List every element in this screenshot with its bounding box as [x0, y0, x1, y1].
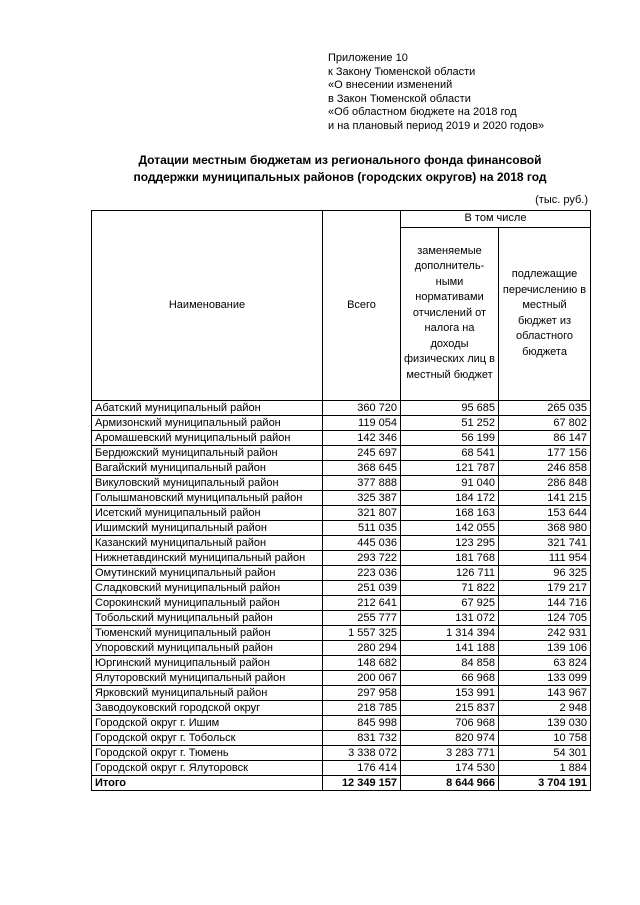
row-name-cell: Городской округ г. Ялуторовск: [92, 760, 323, 775]
title-line: Дотации местным бюджетам из регионального фонда финансовой: [138, 153, 542, 167]
row-col-b-cell: 96 325: [499, 565, 591, 580]
row-col-b-cell: 321 741: [499, 535, 591, 550]
total-name-cell: Итого: [92, 775, 323, 790]
header-group: В том числе: [401, 211, 591, 228]
row-col-a-cell: 67 925: [401, 595, 499, 610]
row-name-cell: Тобольский муниципальный район: [92, 610, 323, 625]
row-total-cell: 1 557 325: [323, 625, 401, 640]
row-col-a-cell: 71 822: [401, 580, 499, 595]
row-col-a-cell: 66 968: [401, 670, 499, 685]
row-col-b-cell: 144 716: [499, 595, 591, 610]
row-total-cell: 368 645: [323, 460, 401, 475]
row-name-cell: Нижнетавдинский муниципальный район: [92, 550, 323, 565]
row-col-b-cell: 133 099: [499, 670, 591, 685]
row-total-cell: 119 054: [323, 415, 401, 430]
row-name-cell: Голышмановский муниципальный район: [92, 490, 323, 505]
row-col-b-cell: 246 858: [499, 460, 591, 475]
table-total-row: [92, 775, 591, 790]
table-row: [92, 610, 591, 625]
row-col-b-cell: 141 215: [499, 490, 591, 505]
table-row: [92, 445, 591, 460]
row-total-cell: 218 785: [323, 700, 401, 715]
row-total-cell: 293 722: [323, 550, 401, 565]
row-name-cell: Бердюжский муниципальный район: [92, 445, 323, 460]
row-col-b-cell: 242 931: [499, 625, 591, 640]
table-row: [92, 400, 591, 415]
row-col-b-cell: 67 802: [499, 415, 591, 430]
row-total-cell: 321 807: [323, 505, 401, 520]
row-col-a-cell: 1 314 394: [401, 625, 499, 640]
row-name-cell: Тюменский муниципальный район: [92, 625, 323, 640]
total-col-a-cell: 8 644 966: [401, 775, 499, 790]
row-name-cell: Упоровский муниципальный район: [92, 640, 323, 655]
row-col-b-cell: 139 106: [499, 640, 591, 655]
header-line: к Закону Тюменской области: [328, 65, 476, 78]
row-total-cell: 445 036: [323, 535, 401, 550]
row-col-b-cell: 177 156: [499, 445, 591, 460]
table-row: [92, 595, 591, 610]
total-total-cell: 12 349 157: [323, 775, 401, 790]
table-row: [92, 670, 591, 685]
row-name-cell: Городской округ г. Тобольск: [92, 730, 323, 745]
row-col-a-cell: 95 685: [401, 400, 499, 415]
row-col-b-cell: 2 948: [499, 700, 591, 715]
row-name-cell: Викуловский муниципальный район: [92, 475, 323, 490]
table-row: [92, 760, 591, 775]
row-total-cell: 377 888: [323, 475, 401, 490]
row-name-cell: Сладковский муниципальный район: [92, 580, 323, 595]
row-total-cell: 280 294: [323, 640, 401, 655]
header-line: в Закон Тюменской области: [328, 92, 471, 105]
row-col-a-cell: 68 541: [401, 445, 499, 460]
row-name-cell: Вагайский муниципальный район: [92, 460, 323, 475]
row-col-a-cell: 121 787: [401, 460, 499, 475]
row-col-a-cell: 153 991: [401, 685, 499, 700]
row-col-a-cell: 56 199: [401, 430, 499, 445]
row-col-a-cell: 91 040: [401, 475, 499, 490]
row-col-a-cell: 123 295: [401, 535, 499, 550]
row-col-b-cell: 10 758: [499, 730, 591, 745]
row-name-cell: Казанский муниципальный район: [92, 535, 323, 550]
row-total-cell: 200 067: [323, 670, 401, 685]
header-name: Наименование: [92, 211, 323, 401]
table-body: [92, 400, 591, 790]
row-name-cell: Исетский муниципальный район: [92, 505, 323, 520]
row-name-cell: Абатский муниципальный район: [92, 400, 323, 415]
table-row: [92, 655, 591, 670]
units-label: (тыс. руб.): [535, 194, 588, 206]
row-col-b-cell: 139 030: [499, 715, 591, 730]
row-col-a-cell: 706 968: [401, 715, 499, 730]
row-col-b-cell: 86 147: [499, 430, 591, 445]
row-col-a-cell: 51 252: [401, 415, 499, 430]
table-row: [92, 700, 591, 715]
row-total-cell: 176 414: [323, 760, 401, 775]
row-total-cell: 223 036: [323, 565, 401, 580]
row-col-b-cell: 124 705: [499, 610, 591, 625]
table-row: [92, 640, 591, 655]
row-name-cell: Армизонский муниципальный район: [92, 415, 323, 430]
row-total-cell: 142 346: [323, 430, 401, 445]
row-total-cell: 251 039: [323, 580, 401, 595]
row-total-cell: 360 720: [323, 400, 401, 415]
row-col-b-cell: 368 980: [499, 520, 591, 535]
row-name-cell: Ялуторовский муниципальный район: [92, 670, 323, 685]
row-col-a-cell: 168 163: [401, 505, 499, 520]
header-line: Приложение 10: [328, 52, 408, 64]
table-row: [92, 475, 591, 490]
row-total-cell: 845 998: [323, 715, 401, 730]
row-col-b-cell: 111 954: [499, 550, 591, 565]
row-name-cell: Юргинский муниципальный район: [92, 655, 323, 670]
table-row: [92, 460, 591, 475]
header-line: «Об областном бюджете на 2018 год: [328, 106, 517, 118]
subsidies-table: [91, 210, 591, 791]
row-col-a-cell: 3 283 771: [401, 745, 499, 760]
row-col-a-cell: 215 837: [401, 700, 499, 715]
row-col-a-cell: 84 858: [401, 655, 499, 670]
table-row: [92, 580, 591, 595]
title-line: поддержки муниципальных районов (городских округов) на 2018 год: [133, 170, 547, 184]
table-header: [92, 211, 591, 401]
total-col-b-cell: 3 704 191: [499, 775, 591, 790]
row-col-a-cell: 181 768: [401, 550, 499, 565]
header-col-a: заменяемые дополнитель-ными нормативами отчислений от налога на доходы физических лиц в местный бюджет: [401, 227, 499, 400]
table-row: [92, 520, 591, 535]
row-col-a-cell: 174 530: [401, 760, 499, 775]
row-col-a-cell: 820 974: [401, 730, 499, 745]
header-line: и на плановый период 2019 и 2020 годов»: [328, 119, 545, 132]
row-col-b-cell: 179 217: [499, 580, 591, 595]
document-title: [90, 152, 590, 186]
row-name-cell: Ярковский муниципальный район: [92, 685, 323, 700]
row-col-b-cell: 143 967: [499, 685, 591, 700]
row-total-cell: 831 732: [323, 730, 401, 745]
row-col-b-cell: 63 824: [499, 655, 591, 670]
row-name-cell: Городской округ г. Ишим: [92, 715, 323, 730]
header-total: Всего: [323, 211, 401, 401]
table-row: [92, 550, 591, 565]
row-col-a-cell: 126 711: [401, 565, 499, 580]
row-total-cell: 255 777: [323, 610, 401, 625]
appendix-header: [328, 52, 544, 133]
row-name-cell: Омутинский муниципальный район: [92, 565, 323, 580]
row-name-cell: Заводоуковский городской округ: [92, 700, 323, 715]
row-name-cell: Ишимский муниципальный район: [92, 520, 323, 535]
row-col-a-cell: 142 055: [401, 520, 499, 535]
row-total-cell: 148 682: [323, 655, 401, 670]
table-row: [92, 565, 591, 580]
row-col-b-cell: 265 035: [499, 400, 591, 415]
row-total-cell: 511 035: [323, 520, 401, 535]
row-col-b-cell: 1 884: [499, 760, 591, 775]
row-total-cell: 212 641: [323, 595, 401, 610]
table-row: [92, 505, 591, 520]
row-col-a-cell: 131 072: [401, 610, 499, 625]
row-name-cell: Аромашевский муниципальный район: [92, 430, 323, 445]
row-total-cell: 325 387: [323, 490, 401, 505]
row-col-b-cell: 54 301: [499, 745, 591, 760]
table-row: [92, 430, 591, 445]
header-line: «О внесении изменений: [328, 79, 453, 91]
table-row: [92, 490, 591, 505]
table-row: [92, 730, 591, 745]
row-total-cell: 3 338 072: [323, 745, 401, 760]
table-row: [92, 685, 591, 700]
header-col-b: подлежащие перечислению в местный бюджет из областного бюджета: [499, 227, 591, 400]
row-total-cell: 297 958: [323, 685, 401, 700]
table-row: [92, 715, 591, 730]
table-row: [92, 535, 591, 550]
row-name-cell: Сорокинский муниципальный район: [92, 595, 323, 610]
row-col-a-cell: 141 188: [401, 640, 499, 655]
table-row: [92, 745, 591, 760]
row-col-b-cell: 153 644: [499, 505, 591, 520]
row-name-cell: Городской округ г. Тюмень: [92, 745, 323, 760]
row-total-cell: 245 697: [323, 445, 401, 460]
table-row: [92, 415, 591, 430]
row-col-b-cell: 286 848: [499, 475, 591, 490]
table-row: [92, 625, 591, 640]
row-col-a-cell: 184 172: [401, 490, 499, 505]
